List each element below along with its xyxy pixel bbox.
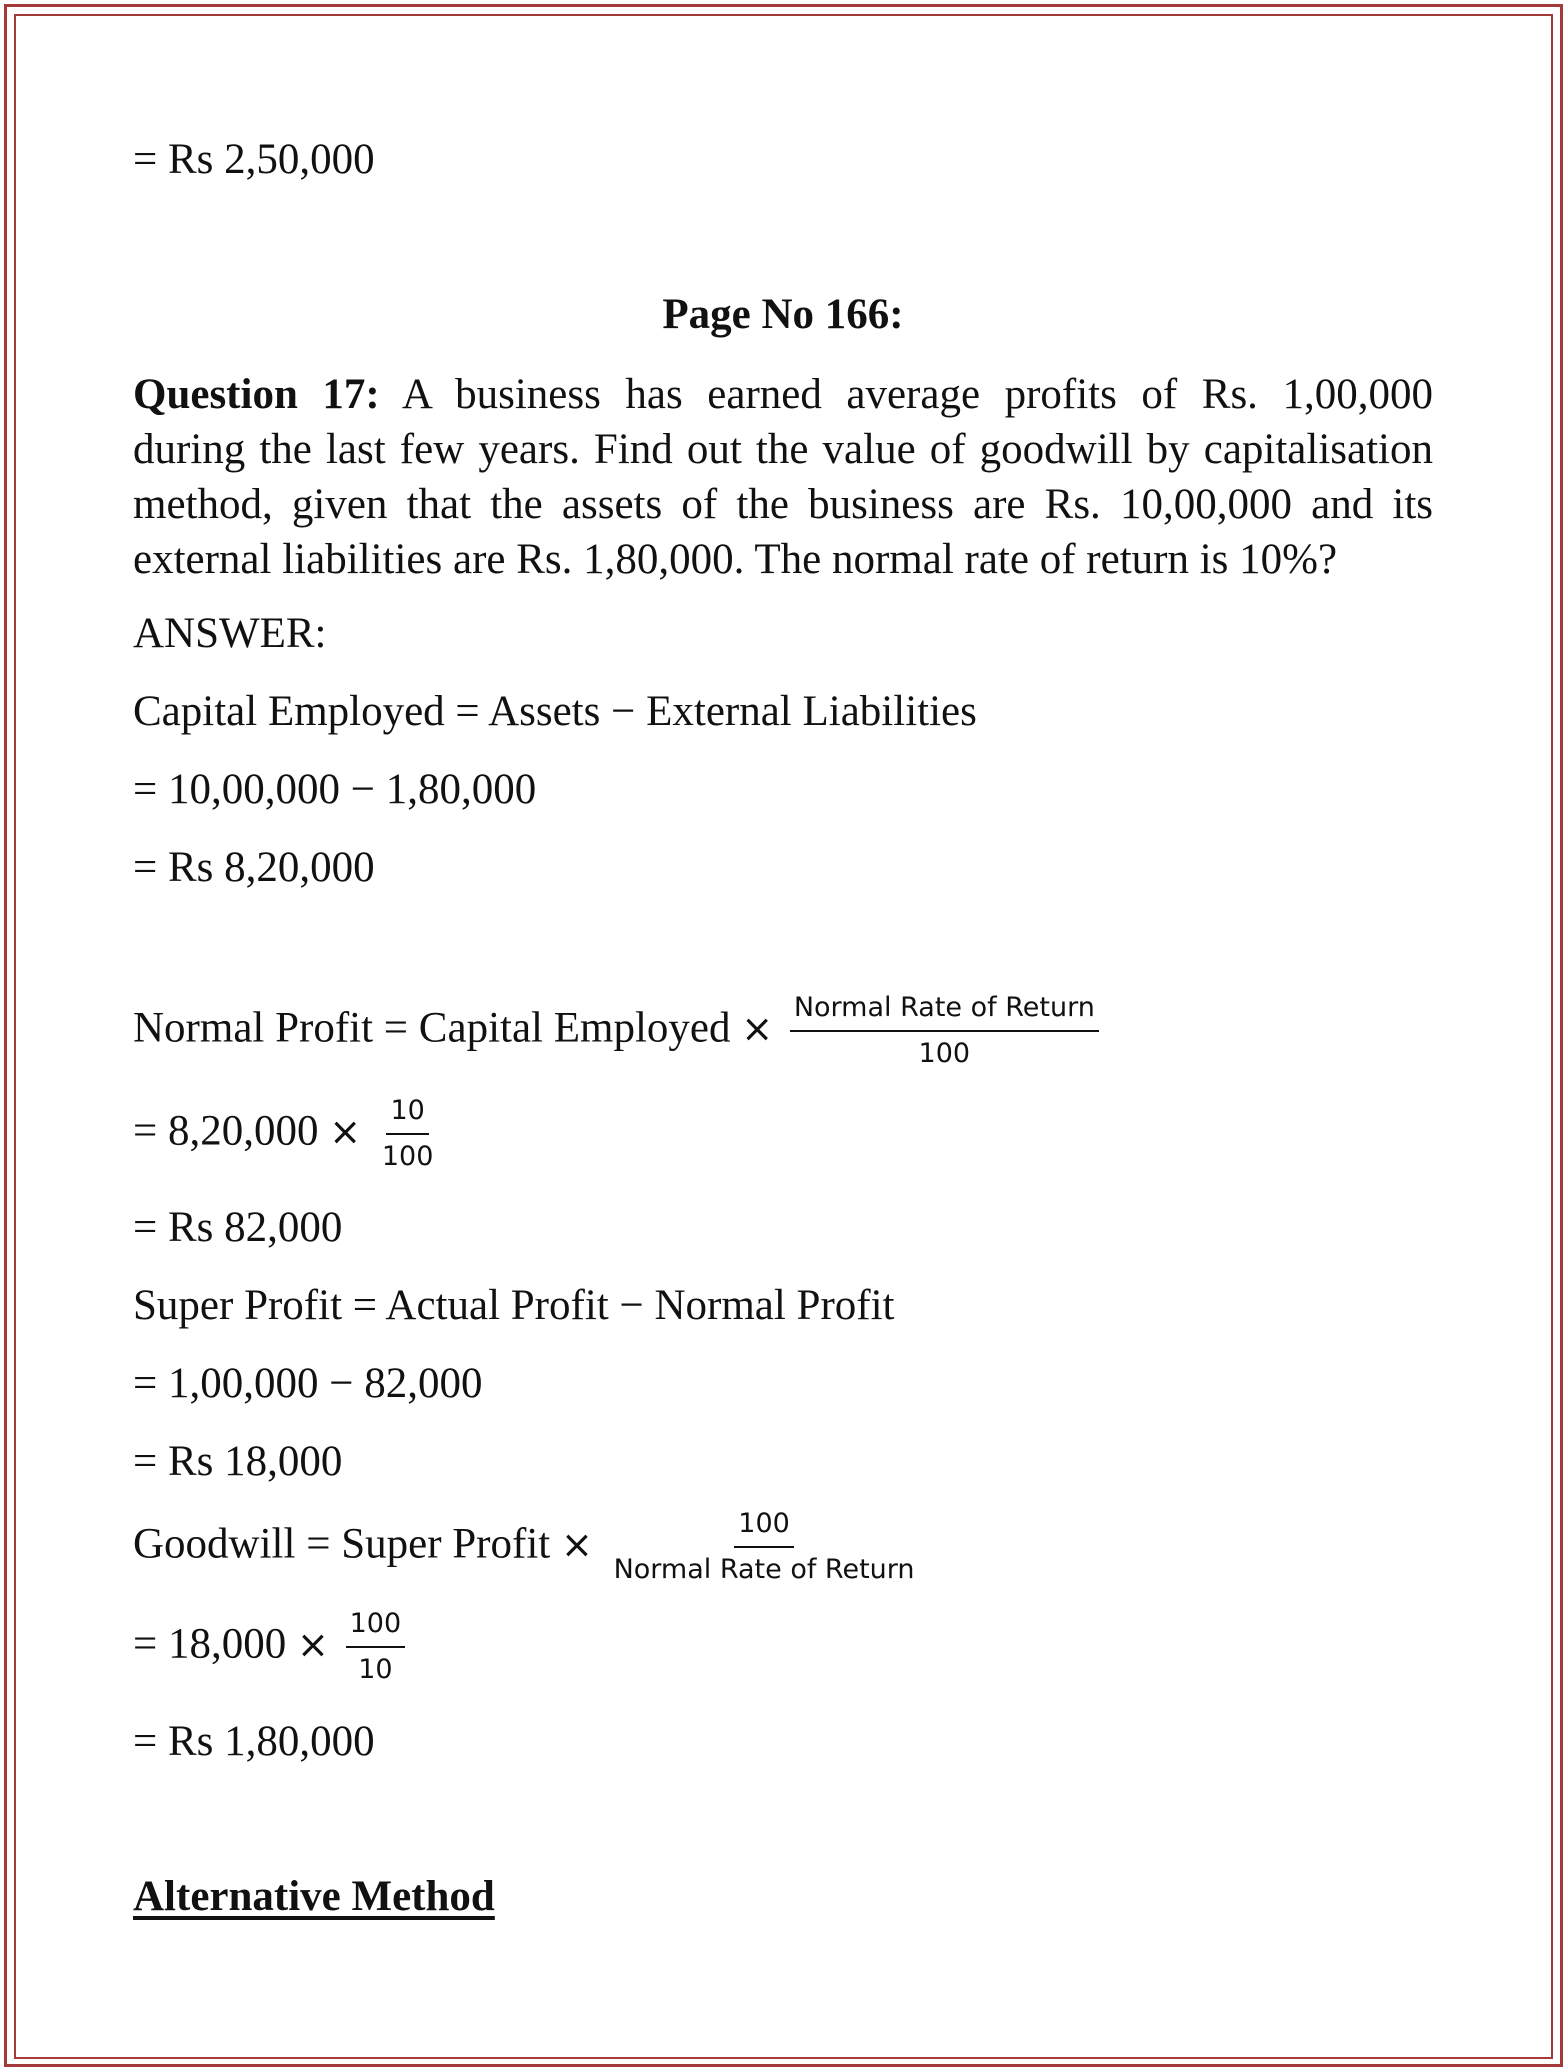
fraction-denominator: 10 xyxy=(358,1654,393,1686)
question-17 xyxy=(133,367,1433,587)
normal-profit-lhs: Normal Profit = Capital Employed xyxy=(133,1004,731,1052)
question-line-4: external liabilities are Rs. 1,80,000. The normal rate of return is 10%? xyxy=(133,536,1338,583)
goodwill-fraction xyxy=(610,1508,919,1587)
question-text-1: A business has earned average profits of Rs. 1,00,000 xyxy=(401,371,1433,418)
fraction-denominator: 100 xyxy=(381,1141,434,1173)
times-symbol: × xyxy=(297,1622,329,1667)
goodwill-step-lhs: = 18,000 xyxy=(133,1620,287,1668)
page-heading: Page No 166: xyxy=(662,291,904,338)
fraction-denominator: Normal Rate of Return xyxy=(613,1554,915,1586)
normal-profit-step-lhs: = 8,20,000 xyxy=(133,1107,319,1155)
super-profit-step: = 1,00,000 − 82,000 xyxy=(133,1360,483,1407)
question-line-3: method, given that the assets of the business are Rs. 10,00,000 and its xyxy=(133,481,1433,528)
goodwill-formula xyxy=(133,1508,919,1587)
fraction-numerator: Normal Rate of Return xyxy=(790,992,1099,1032)
goodwill-lhs: Goodwill = Super Profit xyxy=(133,1520,551,1568)
super-profit-result: = Rs 18,000 xyxy=(133,1438,343,1485)
normal-profit-step xyxy=(133,1095,437,1174)
normal-profit-result: = Rs 82,000 xyxy=(133,1204,343,1251)
times-symbol: × xyxy=(329,1109,362,1154)
capital-employed-step: = 10,00,000 − 1,80,000 xyxy=(133,766,537,813)
question-line-1 xyxy=(133,367,1433,422)
times-symbol: × xyxy=(741,1006,774,1051)
normal-profit-formula xyxy=(133,992,1099,1071)
goodwill-result: = Rs 1,80,000 xyxy=(133,1718,375,1765)
goodwill-step xyxy=(133,1608,405,1687)
capital-employed-formula: Capital Employed = Assets − External Liabilities xyxy=(133,688,977,735)
answer-label: ANSWER: xyxy=(133,610,327,657)
question-line-2: during the last few years. Find out the value of goodwill by capitalisation xyxy=(133,426,1433,473)
fraction-numerator: 10 xyxy=(386,1095,428,1135)
normal-profit-step-fraction xyxy=(378,1095,438,1174)
fraction-numerator: 100 xyxy=(734,1508,794,1548)
super-profit-formula: Super Profit = Actual Profit − Normal Profit xyxy=(133,1282,895,1329)
previous-result: = Rs 2,50,000 xyxy=(133,136,375,183)
goodwill-step-fraction xyxy=(346,1608,406,1687)
capital-employed-result: = Rs 8,20,000 xyxy=(133,844,375,891)
times-symbol: × xyxy=(560,1522,593,1567)
normal-profit-fraction xyxy=(790,992,1099,1071)
question-label: Question 17: xyxy=(133,371,380,418)
fraction-denominator: 100 xyxy=(918,1038,971,1070)
alternative-method-heading: Alternative Method xyxy=(133,1873,495,1920)
fraction-numerator: 100 xyxy=(346,1608,406,1648)
